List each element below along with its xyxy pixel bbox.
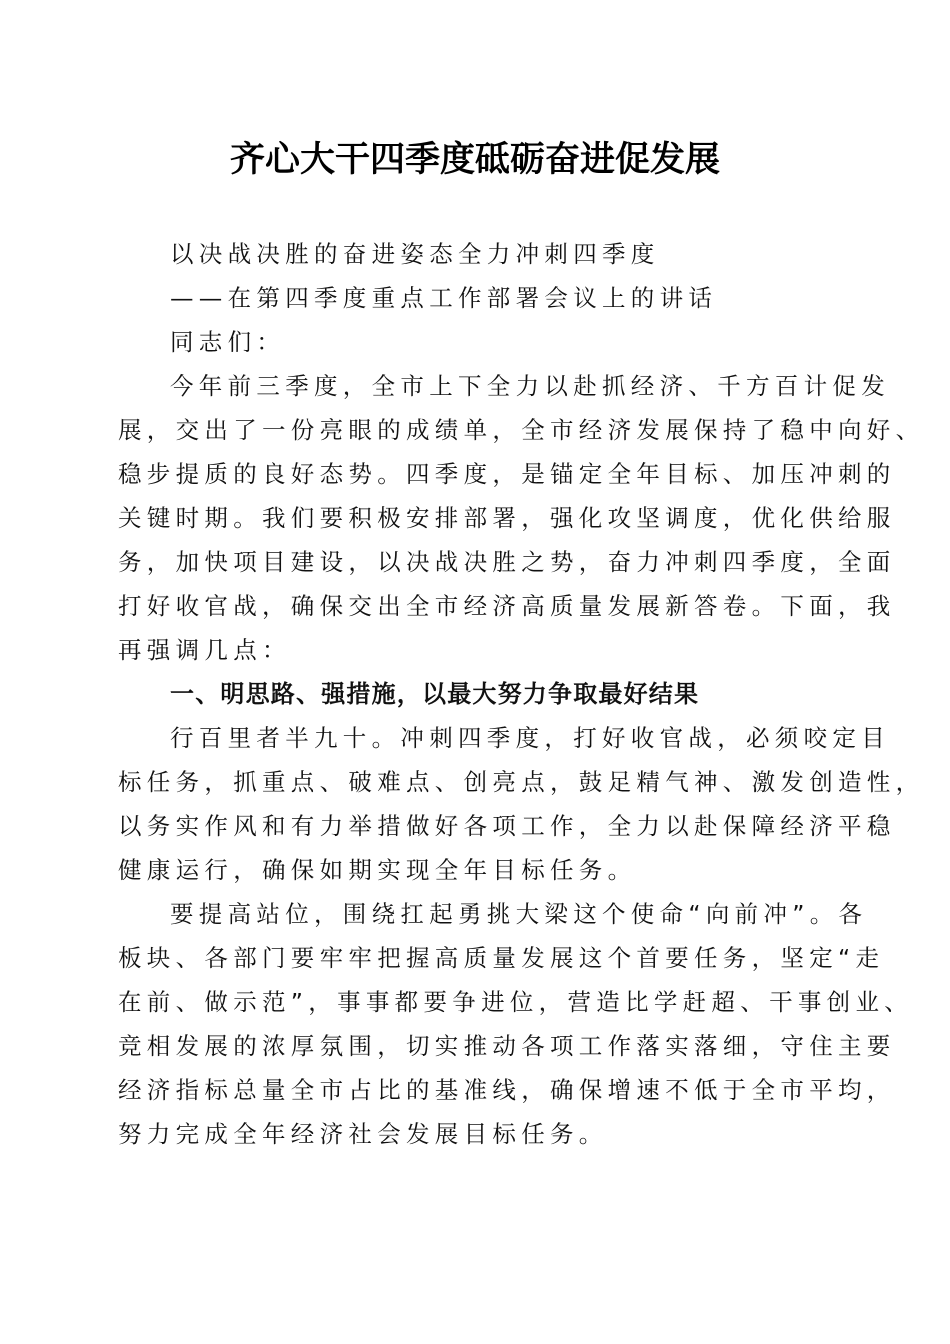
paragraph-line: 板块、各部门要牢牢把握高质量发展这个首要任务，坚定“走 [118,944,885,972]
subtitle-line: ——在第四季度重点工作部署会议上的讲话 [170,284,718,312]
paragraph-line: 关键时期。我们要积极安排部署，强化攻坚调度，优化供给服 [118,504,896,532]
paragraph-line: 今年前三季度，全市上下全力以赴抓经济、千方百计促发 [170,372,890,400]
paragraph-line: 以务实作风和有力举措做好各项工作，全力以赴保障经济平稳 [118,812,896,840]
paragraph-line: 展，交出了一份亮眼的成绩单，全市经济发展保持了稳中向好、 [118,416,925,444]
paragraph-line: 务，加快项目建设，以决战决胜之势，奋力冲刺四季度，全面 [118,548,896,576]
paragraph-line: 再强调几点： [118,636,291,664]
paragraph-line: 标任务，抓重点、破难点、创亮点，鼓足精气神、激发创造性， [118,768,925,796]
salutation: 同志们： [170,328,286,356]
paragraph-line: 要提高站位，围绕扛起勇挑大梁这个使命“向前冲”。各 [170,900,868,928]
section-heading: 一、明思路、强措施，以最大努力争取最好结果 [170,680,700,708]
subtitle-line: 以决战决胜的奋进姿态全力冲刺四季度 [170,240,660,268]
paragraph-line: 行百里者半九十。冲刺四季度，打好收官战，必须咬定目 [170,724,890,752]
document-title: 齐心大干四季度砥砺奋进促发展 [229,139,720,180]
paragraph-line: 健康运行，确保如期实现全年目标任务。 [118,856,637,884]
paragraph-line: 打好收官战，确保交出全市经济高质量发展新答卷。下面，我 [118,592,896,620]
paragraph-line: 竞相发展的浓厚氛围，切实推动各项工作落实落细，守住主要 [118,1032,896,1060]
paragraph-line: 在前、做示范”，事事都要争进位，营造比学赶超、干事创业、 [118,988,914,1016]
paragraph-line: 稳步提质的良好态势。四季度，是锚定全年目标、加压冲刺的 [118,460,896,488]
paragraph-line: 努力完成全年经济社会发展目标任务。 [118,1120,608,1148]
paragraph-line: 经济指标总量全市占比的基准线，确保增速不低于全市平均， [118,1076,896,1104]
